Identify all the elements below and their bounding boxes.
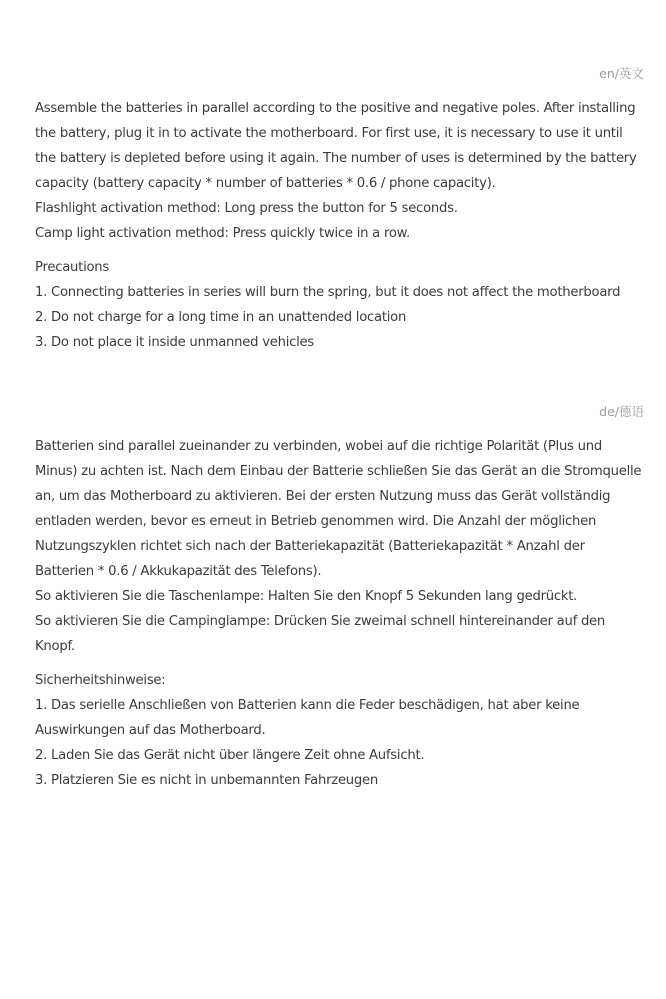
section-german (35, 434, 642, 793)
instructions-paragraph (35, 434, 642, 659)
paragraph-line: entladen werden, bevor es erneut in Betrieb genommen wird. Die Anzahl der möglichen (35, 514, 597, 529)
instructions-paragraph (35, 96, 635, 246)
precautions-list (35, 280, 635, 355)
list-item: Auswirkungen auf das Motherboard. (35, 723, 266, 738)
paragraph-line: capacity (battery capacity * number of batteries * 0.6 / phone capacity). (35, 176, 496, 191)
precautions-title: Precautions (35, 260, 110, 275)
paragraph-line: Camp light activation method: Press quickly twice in a row. (35, 226, 410, 241)
language-tag-en: en/英文 (599, 66, 644, 81)
language-tag-de: de/德语 (599, 404, 644, 419)
list-item: 1. Das serielle Anschließen von Batterien kann die Feder beschädigen, hat aber keine (35, 698, 580, 713)
paragraph-line: an, um das Motherboard zu aktivieren. Bei der ersten Nutzung muss das Gerät vollständig (35, 489, 611, 504)
list-item: 3. Platzieren Sie es nicht in unbemannten Fahrzeugen (35, 773, 379, 788)
paragraph-line: Minus) zu achten ist. Nach dem Einbau der Batterie schließen Sie das Gerät an die Stromquelle (35, 464, 642, 479)
paragraph-line: So aktivieren Sie die Campinglampe: Drücken Sie zweimal schnell hintereinander auf den (35, 614, 606, 629)
precautions-title: Sicherheitshinweise: (35, 673, 166, 688)
paragraph-line: the battery is depleted before using it again. The number of uses is determined by the battery (35, 151, 637, 166)
list-item: 2. Laden Sie das Gerät nicht über längere Zeit ohne Aufsicht. (35, 748, 425, 763)
list-item: 3. Do not place it inside unmanned vehicles (35, 335, 315, 350)
precautions-list (35, 693, 635, 793)
paragraph-line: the battery, plug it in to activate the motherboard. For first use, it is necessary to use it until (35, 126, 623, 141)
paragraph-line: Nutzungszyklen richtet sich nach der Batteriekapazität (Batteriekapazität * Anzahl der (35, 539, 585, 554)
section-english (35, 96, 635, 355)
paragraph-line: Knopf. (35, 639, 75, 654)
paragraph-line: So aktivieren Sie die Taschenlampe: Halten Sie den Knopf 5 Sekunden lang gedrückt. (35, 589, 578, 604)
paragraph-line: Assemble the batteries in parallel according to the positive and negative poles. After installing (35, 101, 636, 116)
paragraph-line: Flashlight activation method: Long press the button for 5 seconds. (35, 201, 458, 216)
paragraph-line: Batterien * 0.6 / Akkukapazität des Telefons). (35, 564, 322, 579)
list-item: 1. Connecting batteries in series will burn the spring, but it does not affect the motherboard (35, 285, 621, 300)
paragraph-line: Batterien sind parallel zueinander zu verbinden, wobei auf die richtige Polarität (Plus und (35, 439, 602, 454)
list-item: 2. Do not charge for a long time in an unattended location (35, 310, 407, 325)
